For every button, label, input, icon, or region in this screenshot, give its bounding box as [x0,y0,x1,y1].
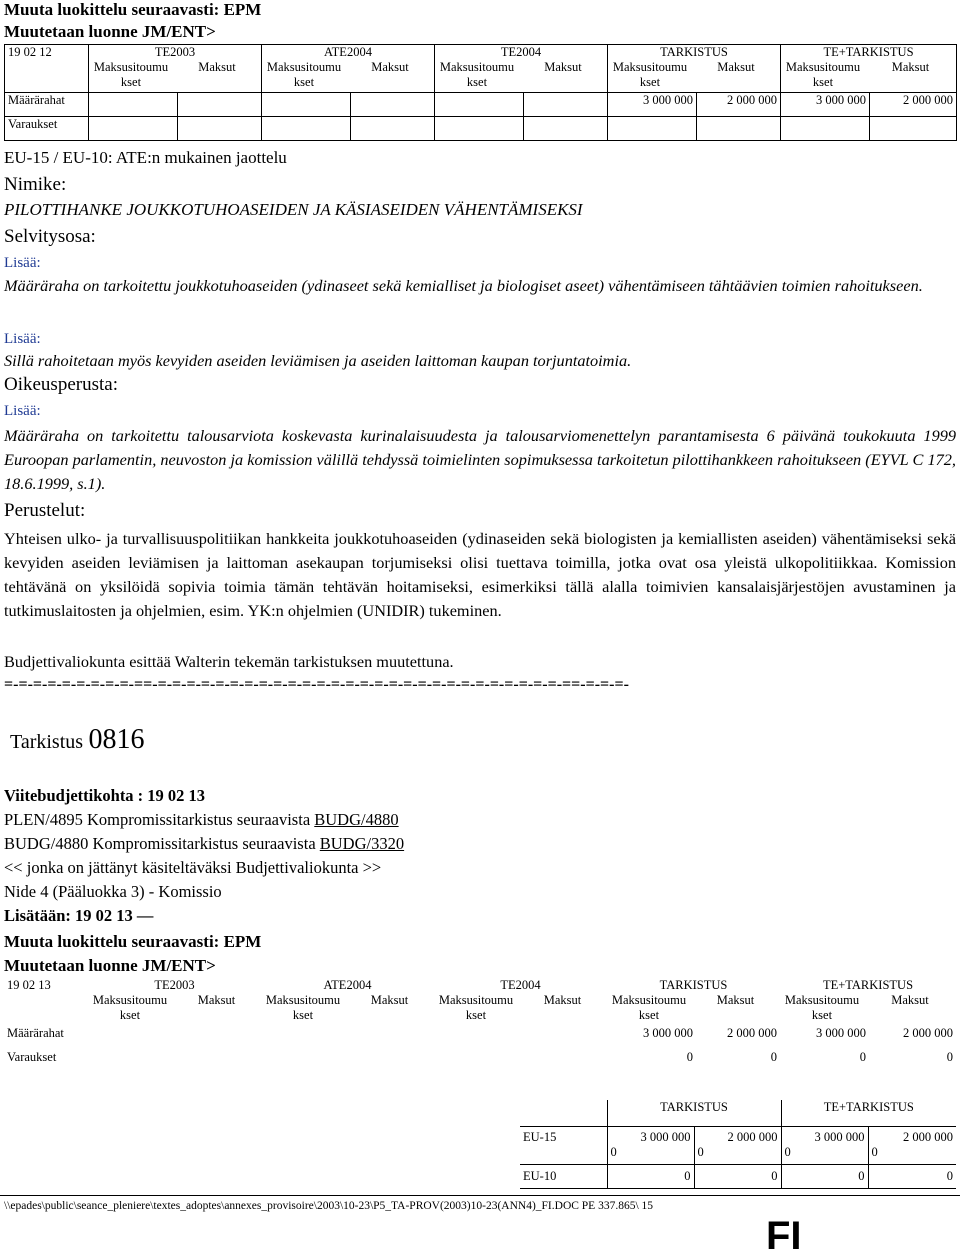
cell-value: 3 000 000 0 [607,1126,694,1164]
row-label-eu10: EU-10 [520,1164,607,1188]
cell-value: 2 000 000 0 [694,1126,781,1164]
selvitysosa-text-2: Sillä rahoitetaan myös kevyiden aseiden leviämisen ja aseiden laittoman kaupan torjuntatoimia. [4,351,632,370]
budg-3320-link[interactable]: BUDG/3320 [319,834,405,853]
cell-value: 3 000 000 0 [781,1126,868,1164]
budget-line-code: 19 02 12 [5,45,89,93]
cell-value: 0 [859,1050,866,1064]
header-te-tarkistus: TE+TARKISTUS [781,1100,956,1126]
row-label-maararahat: Määrärahat [5,93,89,117]
group-tarkistus: TARKISTUS Maksusitoumu kset Maksut [611,978,755,1022]
nature-line: Muutetaan luonne JM/ENT> [4,22,216,41]
group-ate2004: ATE2004 Maksusitoumu kset Maksut [265,978,409,1022]
group-te2003: TE2003 Maksusitoumu kset Maksut [92,978,236,1022]
nimike-text: PILOTTIHANKE JOUKKOTUHOASEIDEN JA KÄSIASEIDEN VÄHENTÄMISEKSI [4,200,583,219]
footer-rule [0,1195,960,1196]
perustelut-label: Perustelut: [4,500,86,521]
group-te2004: TE2004 Maksusitoumu kset Maksut [435,45,608,93]
lisaa-label: Lisää: [4,331,41,347]
plen-line: PLEN/4895 Kompromissitarkistus seuraavista BUDG/4880 [4,810,399,829]
cell-value: 0 [868,1164,956,1188]
cell-value: 3 000 000 [816,1026,866,1040]
cell-value: 0 [686,1050,693,1064]
group-te2004: TE2004 Maksusitoumu kset Maksut [438,978,582,1022]
cell-value: 2 000 000 [870,93,957,117]
group-tarkistus: TARKISTUS Maksusitoumu kset Maksut [608,45,781,93]
header-tarkistus: TARKISTUS [607,1100,781,1126]
row-label-varaukset: Varaukset [5,117,89,141]
cell-value: 2 000 000 [697,93,781,117]
selvitysosa-text-1: Määräraha on tarkoitettu joukkotuhoaseiden (ydinaseet sekä kemialliset ja biologiset aseet) vähentämiseen tähtäävien toimien rahoitukseen. [4,276,923,295]
budg-line: BUDG/4880 Kompromissitarkistus seuraavista BUDG/3320 [4,834,405,853]
cell-value: 0 [946,1050,953,1064]
classification-line-2: Muuta luokittelu seuraavasti: EPM [4,932,262,951]
eu-allocation-line: EU-15 / EU-10: ATE:n mukainen jaottelu [4,148,287,167]
language-code: FI [766,1214,802,1258]
tarkistus-number: 0816 [88,724,145,755]
cell-value: 2 000 000 [727,1026,777,1040]
group-te-tarkistus: TE+TARKISTUS Maksusitoumu kset Maksut [781,45,957,93]
tarkistus-word: Tarkistus [10,731,84,753]
cell-value: 0 [781,1164,868,1188]
budget-table-1 [4,44,957,141]
budget-table-2 [4,978,956,1074]
group-te-tarkistus: TE+TARKISTUS Maksusitoumu kset Maksut [784,978,929,1022]
nide-line: Nide 4 (Pääluokka 3) - Komissio [4,882,222,901]
group-ate2004: ATE2004 Maksusitoumu kset Maksut [262,45,435,93]
jonka-line: << jonka on jättänyt käsiteltäväksi Budjettivaliokunta >> [4,858,382,877]
row-label-varaukset: Varaukset [7,1050,57,1064]
viitebudjettikohta: Viitebudjettikohta : 19 02 13 [4,786,206,805]
tarkistus-title [10,726,145,756]
nature-line-2: Muutetaan luonne JM/ENT> [4,956,216,975]
group-te2003: TE2003 Maksusitoumu kset Maksut [89,45,262,93]
row-label-eu15: EU-15 [520,1126,607,1164]
oikeusperusta-text: Määräraha on tarkoitettu talousarviota koskevasta kurinalaisuudesta ja talousarviomenettelyn parantamisesta 6 päivänä toukokuuta 1999 Euroopan parlamentin, neuvoston ja komission välillä tehdyssä toimielinten sopimuksessa tarkoitetun pilottihankkeen rahoitukseen (EYVL C 172, 18.6.1999, s.1). [4,426,956,493]
budjetti-line: Budjettivaliokunta esittää Walterin tekemän tarkistuksen muutettuna. [4,652,454,671]
budg-4880-link[interactable]: BUDG/4880 [314,810,399,829]
cell-value: 3 000 000 [781,93,870,117]
selvitysosa-label: Selvitysosa: [4,226,96,247]
separator-line: =-=-=-=-=-=-=-=-=-==-=-=-=-=-=-=-=-=-=-=-=-=-=-=-=-=-=-=-=-=-=-=-=-=-=-=-=-=-==-=-=-=- [4,676,629,693]
cell-value: 3 000 000 [643,1026,693,1040]
cell-value: 2 000 000 [903,1026,953,1040]
oikeusperusta-label: Oikeusperusta: [4,374,118,395]
lisaa-label: Lisää: [4,255,41,271]
eu-table [520,1100,956,1189]
cell-value: 0 [694,1164,781,1188]
nimike-label: Nimike: [4,174,67,195]
cell-value: 3 000 000 [608,93,697,117]
lisataan-line: Lisätään: 19 02 13 — [4,906,154,925]
cell-value: 0 [607,1164,694,1188]
cell-value: 2 000 000 0 [868,1126,956,1164]
budget-line-code: 19 02 13 [7,978,51,992]
footer-path: \\epades\public\seance_pleniere\textes_adoptes\annexes_provisoire\2003\10-23\P5_TA-PROV(2003)10-23(ANN4)_FI.DOC PE 337.865\ 15 [4,1200,654,1212]
row-label-maararahat: Määrärahat [7,1026,64,1040]
perustelut-text: Yhteisen ulko- ja turvallisuuspolitiikan hankkeita joukkotuhoaseiden (ydinaseiden sekä biologisten ja kemiallisten aseiden) vähentämiseksi sekä kevyiden aseiden leviämisen ja laittoman asekaupan torjumiseksi olisi tuettava toimilla, jotka ovat osa yleistä ulkopolitiikkaa. Komission tehtävänä on yksilöidä sopivia toimia tämän tehtävän hoitamiseksi, esimerkiksi tällä alalla toimivien kansalaisjärjestöjen avustaminen ja tutkimuslaitosten ja ohjelmien, esim. YK:n ohjelmien (UNIDIR) tukeminen. [4,529,956,620]
classification-line: Muuta luokittelu seuraavasti: EPM [4,0,262,19]
lisaa-label: Lisää: [4,403,41,419]
cell-value: 0 [770,1050,777,1064]
